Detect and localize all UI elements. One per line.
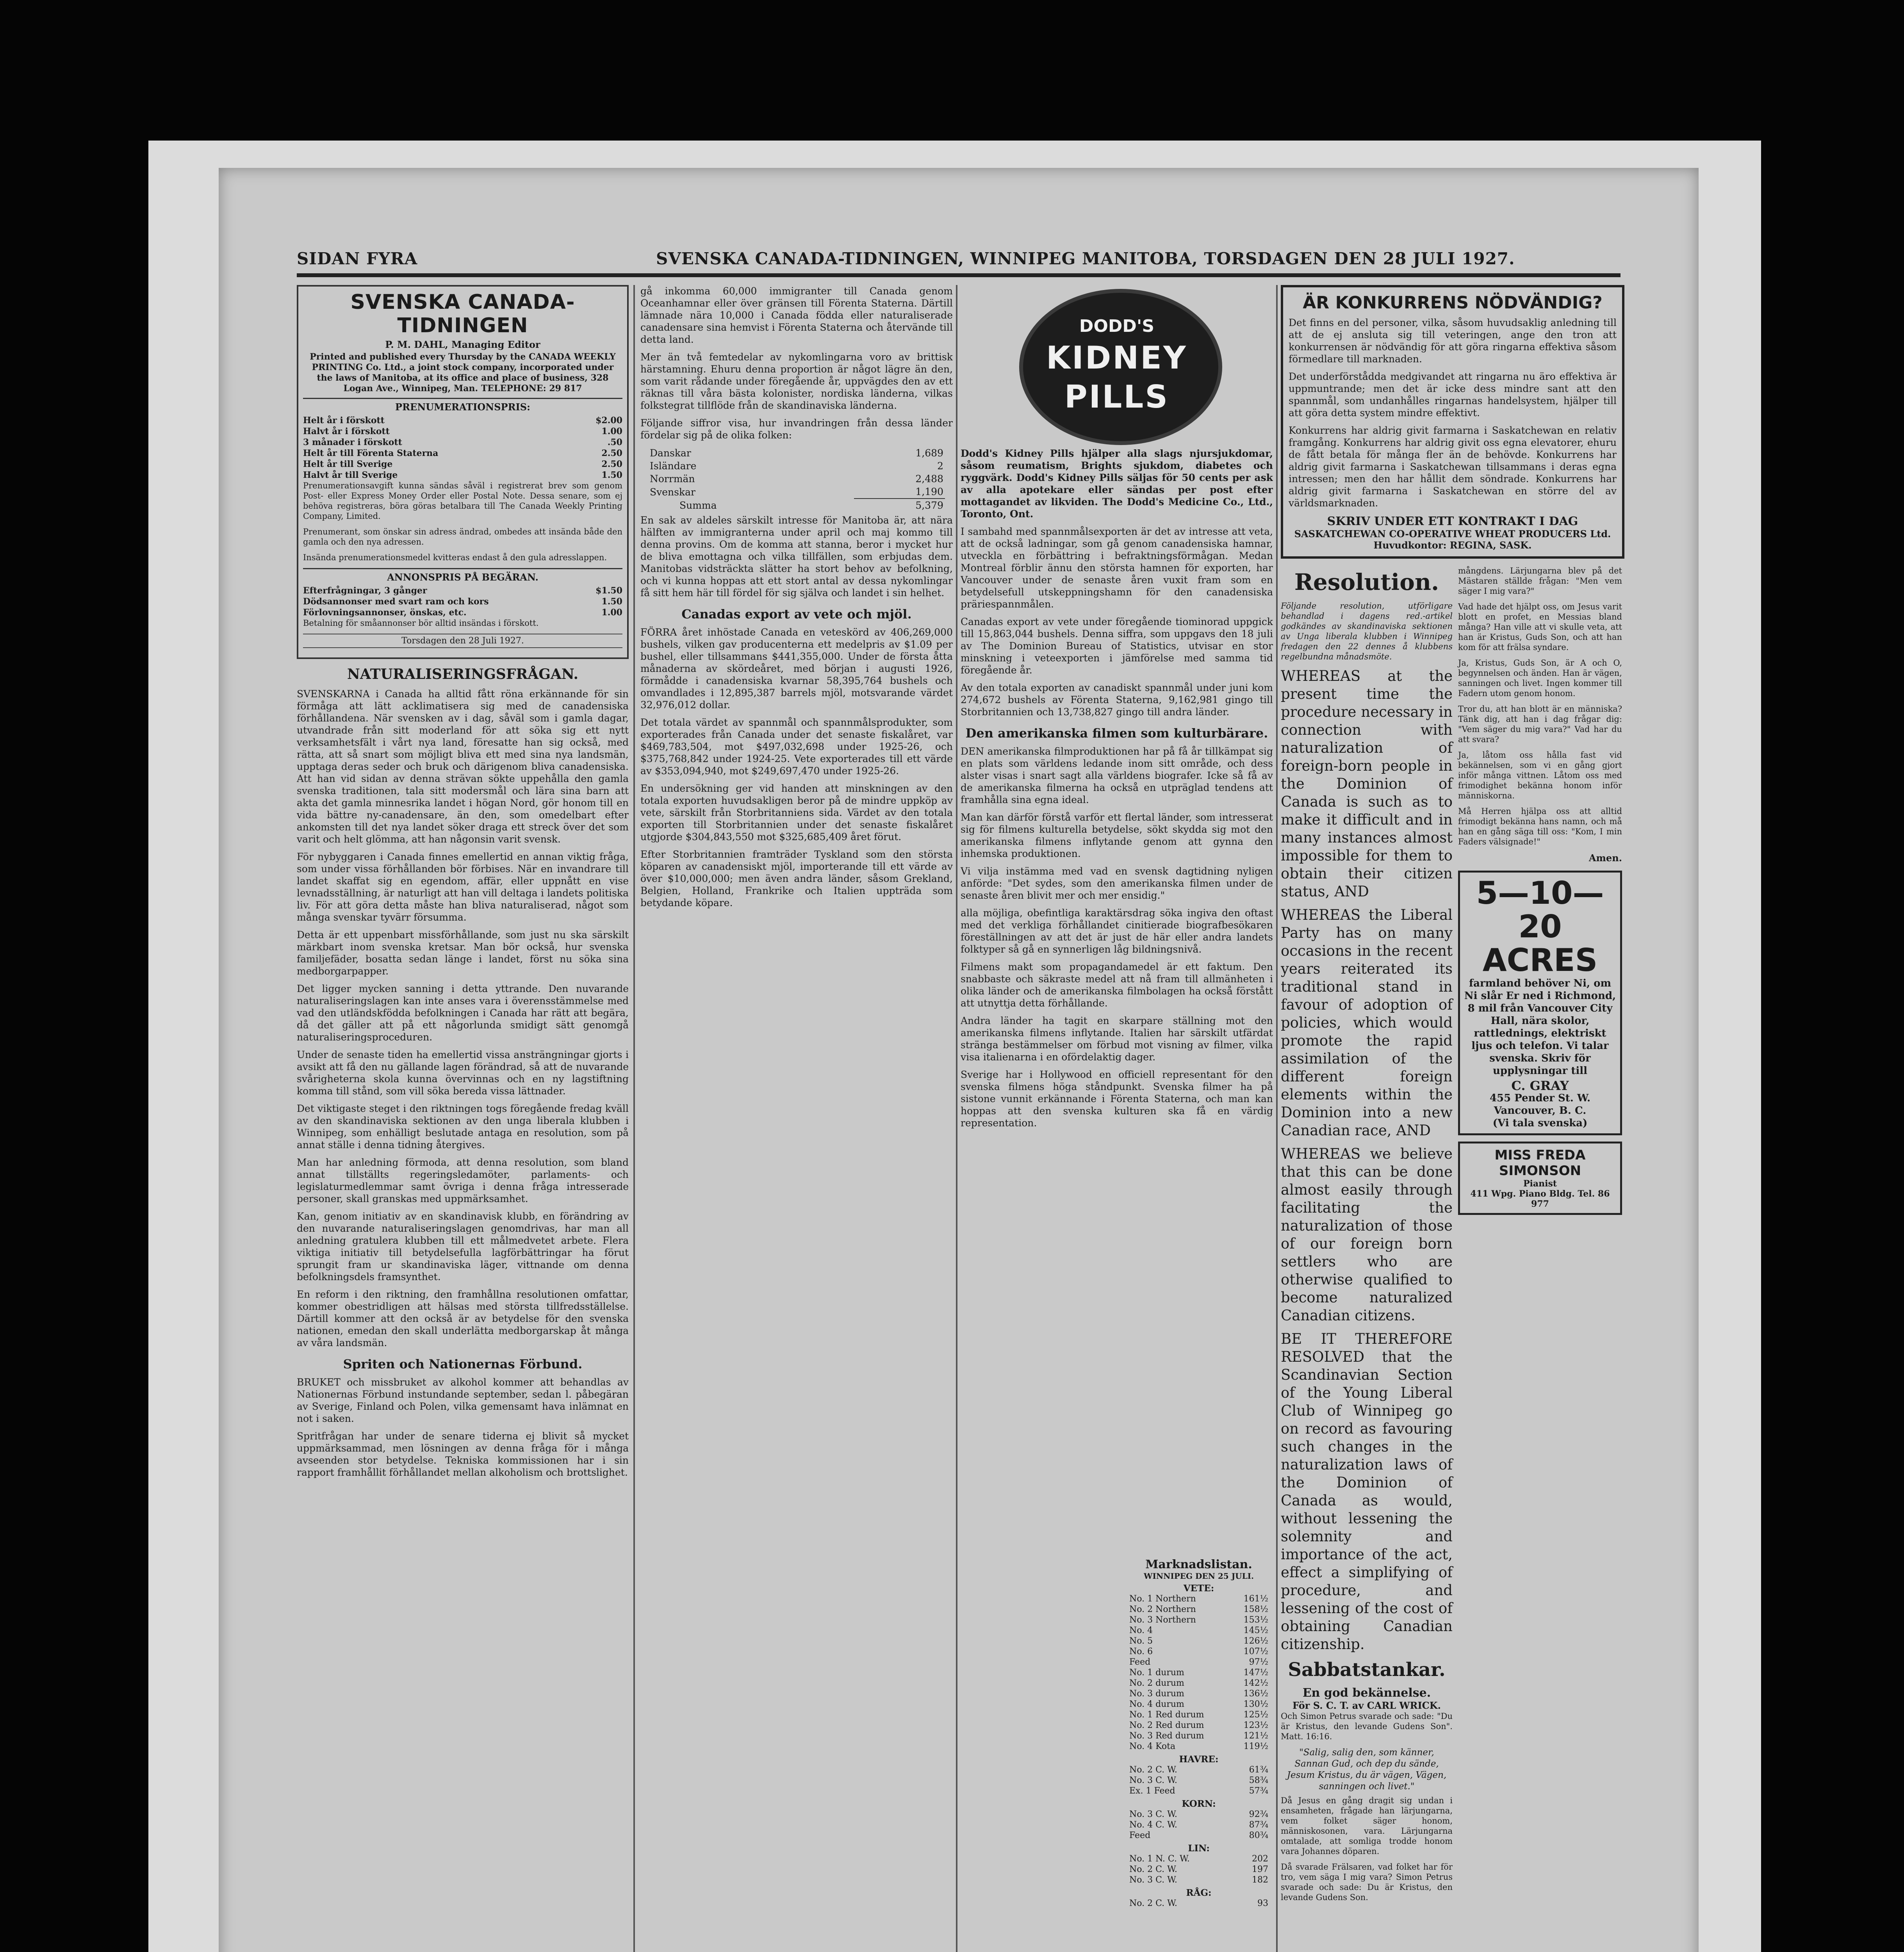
market-table bbox=[1128, 1898, 1269, 1909]
article-paragraph: Vi vilja instämma med vad en svensk dagtidning nyligen anförde: "Det sydes, som den amerikanska filmen under de senaste åren blivit mer och mer ensidig." bbox=[961, 866, 1273, 901]
article-paragraph: En reform i den riktning, den framhållna resolutionen omfattar, kommer obestridligen att hälsas med största tillfredsställelse. Därtill kommer att den också är av betydelse för den svenska nationen, emedan den skall underlätta medborgarskap åt många av våra landsmän. bbox=[297, 1289, 629, 1348]
market-date: WINNIPEG DEN 25 JULI. bbox=[1144, 1571, 1254, 1581]
page-label: SIDAN FYRA bbox=[297, 249, 418, 268]
resolution-intro: Följande resolution, utförligare behandlad i dagens red.-artikel godkändes av skandinaviska sektionen av Unga liberala klubben i Winnipeg fredagen den 22 dennes å klubbens regelbundna månadsmöte. bbox=[1281, 601, 1453, 661]
table-row: Isländare 2 bbox=[650, 460, 943, 472]
market-row: Feed 80¾ bbox=[1129, 1831, 1268, 1840]
newspaper-page bbox=[219, 168, 1699, 1952]
running-title: SVENSKA CANADA-TIDNINGEN, WINNIPEG MANITOBA, TORSDAGEN DEN 28 JULI 1927. bbox=[656, 249, 1515, 268]
article-paragraph: Vad hade det hjälpt oss, om Jesus varit blott en profet, en Messias bland många? Han ville att vi skulle veta, att han är Kristus, Guds Son, och att han kom för att frälsa syndare. bbox=[1458, 602, 1622, 652]
market-row: No. 5 126½ bbox=[1129, 1636, 1268, 1646]
subscription-row: 3 månader i förskott .50 bbox=[303, 437, 622, 447]
article-paragraph: Av den totala exporten av canadiskt spannmål under juni kom 274,672 bushels av Förenta Staterna, 9,162,981 gingo till Storbritannien och 13,738,827 gingo till andra länder. bbox=[961, 682, 1273, 718]
spriten-heading: Spriten och Nationernas Förbund. bbox=[343, 1357, 583, 1371]
issue-date: Torsdagen den 28 Juli 1927. bbox=[303, 634, 622, 648]
subscription-note: Prenumerationsavgift kunna sändas såväl i registrerat brev som genom Post- eller Express Money Order eller Postal Note. Dessa senare, som ej behöva registreras, böra göras betalbara till The Canada Weekly Printing Company, Limited. bbox=[303, 481, 622, 521]
subscription-row: Helt år i förskott $2.00 bbox=[303, 415, 622, 426]
article-paragraph: Filmens makt som propagandamedel är ett faktum. Den snabbaste och säkraste medel att nå fram till allmänheten i olika länder och de amerikanska filmbolagen ha också förstått att utnyttja detta förhållande. bbox=[961, 961, 1273, 1009]
sabbat-subheading: En god bekännelse. bbox=[1302, 1686, 1431, 1700]
article-paragraph: mångdens. Lärjungarna blev på det Mästaren ställde frågan: "Men vem säger I mig vara?" bbox=[1458, 566, 1622, 596]
subscription-row: Helt år till Sverige 2.50 bbox=[303, 459, 622, 469]
acres-text: farmland behöver Ni, om Ni slår Er ned i Richmond, 8 mil från Vancouver City Hall, nära skolor, rattlednings, elektriskt ljus och telefon. Vi talar svenska. Skriv för upplysningar till bbox=[1464, 978, 1616, 1077]
article-paragraph: alla möjliga, obefintliga karaktärsdrag söka ingiva den oftast med det verkliga förhållandet cinitierade biografbesökaren föreställningen av att det är just de här eller andra landets folktyper så gå en synnerligen låg bildningsnivå. bbox=[961, 907, 1273, 955]
masthead-publisher: Printed and published every Thursday by the CANADA WEEKLY PRINTING Co. Ltd., a joint stock company, incorporated under the laws of Manitoba, at its office and place of business, 328 Logan Ave., Winnipeg, Man. TELEPHONE: 29 817 bbox=[310, 352, 616, 394]
article-paragraph: Följande siffror visa, hur invandringen från dessa länder fördelar sig på de olika folken: bbox=[640, 417, 953, 441]
market-row: No. 3 durum 136½ bbox=[1129, 1689, 1268, 1699]
kidney-pills-tin-illustration: DODD'S KIDNEY PILLS bbox=[1007, 285, 1226, 441]
market-row: No. 1 Red durum 125½ bbox=[1129, 1710, 1268, 1720]
market-row: No. 2 C. W. 197 bbox=[1129, 1865, 1268, 1874]
running-head bbox=[297, 246, 1621, 277]
market-row: No. 3 Red durum 121½ bbox=[1129, 1731, 1268, 1741]
masthead-title: SVENSKA CANADA-TIDNINGEN bbox=[350, 290, 575, 337]
market-row: Feed 97½ bbox=[1129, 1657, 1268, 1667]
article-paragraph: En undersökning ger vid handen att minskningen av den totala exporten huvudsakligen beror på de mindre uppköp av vete, särskilt från Storbritanniens sida. Värdet av den totala exporten till Storbritannien under det senaste fiskalåret utgjorde $304,843,550 mot $325,685,409 året förut. bbox=[640, 783, 953, 842]
resolution-paragraph: BE IT THEREFORE RESOLVED that the Scandinavian Section of the Young Liberal Club of Winnipeg go on record as favouring such changes in the naturalization laws of the Dominion of Canada as would, without lessening the solemnity and importance of the act, effect a simplifying of procedure, and lessening of the cost of obtaining Canadian citizenship. bbox=[1281, 1330, 1453, 1653]
market-row: No. 3 C. W. 92¾ bbox=[1129, 1810, 1268, 1819]
article-paragraph: Det ligger mycken sanning i detta yttrande. Den nuvarande naturaliseringslagen kan inte anses vara i överensstämmelse med vad den utländskfödda befolkningen i Canada har rätt att begära, då det gäller att på ett någorlunda smidigt sätt genomgå naturaliseringsproceduren. bbox=[297, 983, 629, 1043]
pills-ad-text: Dodd's Kidney Pills hjälper alla slags njursjukdomar, såsom reumatism, Brights sjukdom, diabetes och ryggvärk. Dodd's Kidney Pills säljas för 50 cents per ask av alla apotekare eller sändas per post efter mottagandet av likviden. The Dodd's Medicine Co., Ltd., Toronto, Ont. bbox=[961, 448, 1273, 520]
column-rule bbox=[1276, 285, 1278, 1952]
simonson-addr: 411 Wpg. Piano Bldg. Tel. 86 977 bbox=[1470, 1189, 1610, 1209]
simonson-title: Pianist bbox=[1523, 1179, 1557, 1189]
article-paragraph: Då svarade Frälsaren, vad folket har för tro, vem säga I mig vara? Simon Petrus svarade och sade: Du är Kristus, den levande Gudens Son. bbox=[1281, 1862, 1453, 1902]
sabbat-quote: Och Simon Petrus svarade och sade: "Du är Kristus, den levande Gudens Son". Matt. 16:16. bbox=[1281, 1712, 1453, 1741]
market-row: No. 2 Northern 158½ bbox=[1129, 1605, 1268, 1614]
market-row: No. 2 durum 142½ bbox=[1129, 1678, 1268, 1688]
konkurrens-heading: ÄR KONKURRENS NÖDVÄNDIG? bbox=[1303, 293, 1603, 313]
article-paragraph: Spritfrågan har under de senare tiderna ej blivit så mycket uppmärksammad, men lösningen av denna fråga för i många avseenden stor betydelse. Tekniska kommissionen har i sin rapport framhållit förhållandet mellan alkoholism och brottslighet. bbox=[297, 1430, 629, 1478]
subscription-row: Halvt år till Sverige 1.50 bbox=[303, 470, 622, 480]
article-paragraph: Under de senaste tiden ha emellertid vissa ansträngningar gjorts i avsikt att få den nu gällande lagen förändrad, så att de nuvarande svårigheterna skola kunna övervinnas och en ny lagstiftning komma till stånd, som vill söka bereda vissa lättnader. bbox=[297, 1049, 629, 1097]
market-row: No. 2 Red durum 123½ bbox=[1129, 1720, 1268, 1730]
konkurrens-hq: Huvudkontor: REGINA, SASK. bbox=[1373, 540, 1532, 551]
film-heading: Den amerikanska filmen som kulturbärare. bbox=[965, 726, 1268, 741]
table-row: Danskar 1,689 bbox=[650, 447, 943, 459]
masthead-editor: P. M. DAHL, Managing Editor bbox=[385, 339, 540, 350]
article-paragraph: Det finns en del personer, vilka, såsom huvudsaklig anledning till att de ej ansluta sig till veteringen, ange den tron att konkurrensen är nödvändig för att göra ringarna effektiva såsom förmedlare till marknaden. bbox=[1289, 317, 1617, 365]
market-section: RÅG: bbox=[1186, 1888, 1212, 1898]
article-paragraph: Tror du, att han blott är en människa? Tänk dig, att han i dag frågar dig: "Vem säger du mig vara?" Vad har du att svara? bbox=[1458, 704, 1622, 744]
market-row: No. 1 N. C. W. 202 bbox=[1129, 1854, 1268, 1864]
konkurrens-ad bbox=[1281, 285, 1624, 559]
subscription-row: Halvt år i förskott 1.00 bbox=[303, 426, 622, 436]
market-row: No. 3 C. W. 58¾ bbox=[1129, 1776, 1268, 1785]
market-row: No. 1 durum 147½ bbox=[1129, 1668, 1268, 1678]
column-4 bbox=[1281, 285, 1624, 1952]
table-sum-row: Summa 5,379 bbox=[648, 499, 945, 512]
article-paragraph: Efter Storbritannien framträder Tyskland som den största köparen av canadensiskt mjöl, importerande till ett värde av över $10,000,000; men även andra länder, såsom Grekland, Belgien, Holland, Frankrike och Italien uppträda som betydande köpare. bbox=[640, 849, 953, 908]
export-heading: Canadas export av vete och mjöl. bbox=[681, 607, 912, 622]
renew-note: Prenumerant, som önskar sin adress ändrad, ombedes att insända både den gamla och den nya adressen. bbox=[303, 527, 622, 547]
subscription-row: Helt år till Förenta Staterna 2.50 bbox=[303, 448, 622, 458]
immigration-table bbox=[648, 447, 945, 512]
market-table bbox=[1128, 1594, 1269, 1752]
lower-columns bbox=[1281, 566, 1624, 1908]
article-paragraph: Då Jesus en gång dragit sig undan i ensamheten, frågade han lärjungarna, vem folket säger honom, människosonen, vara. Lärjungarna omtalade, att somliga trodde honom vara Johannes döparen. bbox=[1281, 1796, 1453, 1856]
article-paragraph: Det totala värdet av spannmål och spannmålsprodukter, som exporterades från Canada under det senaste fiskalåret, var $469,783,504, mot $497,032,698 under 1925-26, och $375,768,842 under 1924-25. Vete exporterades till ett värde av $353,094,940, mot $249,697,470 under 1925-26. bbox=[640, 717, 953, 777]
simonson-name: MISS FREDA SIMONSON bbox=[1494, 1147, 1586, 1179]
ad-price-row: Dödsannonser med svart ram och kors 1.50 bbox=[303, 597, 622, 607]
article-paragraph: Ja, Kristus, Guds Son, är A och O, begynnelsen och änden. Han är vägen, sanningen och livet. Ingen kommer till Fadern utom genom honom. bbox=[1458, 658, 1622, 698]
market-section: VETE: bbox=[1183, 1583, 1214, 1594]
article-paragraph: SVENSKARNA i Canada ha alltid fått röna erkännande för sin förmåga att lätt acklimatisera sig med de canadensiska förhållandena. När svensken av i dag, såväl som i gamla dagar, utvandrade från sitt moderland för att söka sig ett nytt verksamhetsfält i vårt nya land, föresatte han sig också, med rätta, att så snart som möjligt bliva ett med sina nya landsmän, upptaga deras seder och bruk och därigenom bliva canadensiska. Att han vid sidan av denna strävan sökte uppehålla den gamla svenska traditionen, tala sitt modersmål och lära sina barn att akta det gamla minnesrika landet i högan Nord, gör honom till en vida bättre ny-canadensare, än den, som omedelbart efter ankomsten till det nya landet söker draga ett streck över det som varit och helt glömma, att han någonsin varit svensk. bbox=[297, 688, 629, 845]
acres-headline: 5—10—20 ACRES bbox=[1476, 875, 1604, 978]
amen: Amen. bbox=[1588, 852, 1622, 864]
article-paragraph: Man har anledning förmoda, att denna resolution, som bland annat tillställts regeringsledamöter, parlaments- och legislaturmedlemmar samt övriga i denna fråga intresserade personer, skall granskas med uppmärksamhet. bbox=[297, 1157, 629, 1204]
article-paragraph: Må Herren hjälpa oss att alltid frimodigt bekänna hans namn, och må han en gång säga till oss: "Kom, I min Faders välsignade!" bbox=[1458, 807, 1622, 846]
article-paragraph: DEN amerikanska filmproduktionen har på få år tillkämpat sig en plats som världens ledande inom sitt område, och dess alster visas i snart sagt alla världens biografer. Icke så få av de amerikanska filmerna ha också en utpräglad tendens att framhålla sina egna ideal. bbox=[961, 746, 1273, 805]
table-row: Svenskar 1,190 bbox=[650, 486, 943, 498]
article-paragraph: För nybyggaren i Canada finnes emellertid en annan viktig fråga, som under vissa förhållanden bör förbises. När en invandrare till landet skaffat sig en egendom, affär, eller uppnått en vise levnadsställning, är naturligt att han vill deltaga i landets politiska liv. För att göra detta måste han bliva naturaliserad, något som många svenskar tyvärr försumma. bbox=[297, 851, 629, 923]
ad-price-row: Efterfrågningar, 3 gånger $1.50 bbox=[303, 586, 622, 596]
market-list bbox=[1128, 1558, 1269, 1952]
column-rule bbox=[956, 285, 957, 1952]
article-paragraph: Ja, låtom oss hålla fast vid bekännelsen, som vi en gång gjort inför många vittnen. Låtom oss med frimodighet bekänna honom inför människorna. bbox=[1458, 750, 1622, 800]
market-row: No. 4 durum 130½ bbox=[1129, 1699, 1268, 1709]
ad-price-heading: ANNONSPRIS PÅ BEGÄRAN. bbox=[303, 568, 622, 583]
market-row: No. 2 C. W. 93 bbox=[1129, 1899, 1268, 1908]
market-heading: Marknadslistan. bbox=[1145, 1558, 1252, 1571]
article-paragraph: FÖRRA året inhöstade Canada en veteskörd av 406,269,000 bushels, vilken gav producenterna ett medelpris av $1.09 per bushel, eller tillsammans $441,355,000. Under de första åtta månaderna av skördeåret, med början i augusti 1926, förmådde i canadensiska kvarnar 58,395,764 bushels och omvandlades i 12,895,387 barrels mjöl, motsvarande värdet 32,976,012 dollar. bbox=[640, 627, 953, 711]
ad-note: Betalning för småannonser bör alltid insändas i förskott. bbox=[303, 618, 539, 628]
resolution-paragraph: WHEREAS the Liberal Party has on many occasions in the recent years reiterated its traditional stand in favour of adoption of policies, which would promote the rapid assimilation of the different foreign elements within the Dominion into a new Canadian race, AND bbox=[1281, 907, 1453, 1139]
market-row: Ex. 1 Feed 57¾ bbox=[1129, 1786, 1268, 1796]
naturalisering-heading: NATURALISERINGSFRÅGAN. bbox=[347, 666, 579, 682]
market-row: No. 4 145½ bbox=[1129, 1626, 1268, 1635]
acres-ad bbox=[1458, 871, 1622, 1135]
resolution-column bbox=[1281, 566, 1453, 1908]
sabbat-author: För S. C. T. av CARL WRICK. bbox=[1293, 1700, 1441, 1711]
article-paragraph: Mer än två femtedelar av nykomlingarna voro av brittisk härstamning. Ehuru denna proportion är något lägre än den, som varit rådande under föregående år, uppvägdes den av ett räknas till våra bästa kolonister, nordiska länderna, vilkas folkstegrat tillflöde från de skandinaviska länderna. bbox=[640, 351, 953, 411]
receipt-note: Insända prenumerationsmedel kvitteras endast å den gula adresslappen. bbox=[303, 553, 607, 562]
article-paragraph: En sak av aldeles särskilt intresse för Manitoba är, att nära hälften av immigranterna under april och maj kommo till denna provins. Om de komma att stanna, beror i mycket hur de bliva emottagna och vilka tillfällen, som erbjudas dem. Manitobas vidsträckta slätter ha stort behov av befolkning, och vi kunna hoppas att ett stort antal av dessa nykomlingar få sitt hem här till fördel för sig själva och landet i sin helhet. bbox=[640, 515, 953, 598]
market-section: HAVRE: bbox=[1179, 1754, 1219, 1765]
resolution-paragraph: WHEREAS at the present time the procedure necessary in connection with naturalization of foreign-born people in the Dominion of Canada is such as to make it difficult and in many instances almost impossible for them to obtain their citizen status, AND bbox=[1281, 668, 1453, 900]
acres-addr: 455 Pender St. W. bbox=[1489, 1092, 1591, 1104]
acres-addr: (Vi tala svenska) bbox=[1492, 1117, 1588, 1129]
article-paragraph: BRUKET och missbruket av alkohol kommer att behandlas av Nationernas Förbund instundande september, sedan l. påbegäran av Sverige, Finland och Polen, vilka gemensamt hava inlämnat en not i saken. bbox=[297, 1377, 629, 1424]
article-paragraph: Sverige har i Hollywood en officiell representant för den svenska filmens höga ståndpunkt. Svenska filmer ha på sistone vunnit erkännande i Förenta Staterna, och man kan hoppas att den svenska kulturen ska få en värdig representation. bbox=[961, 1069, 1273, 1129]
article-paragraph: Andra länder ha tagit en skarpare ställning mot den amerikanska filmens inflytande. Italien har särskilt utfärdat stränga bestämmelser om förbud mot visning av filmer, vilka visa italienarna i en ofördelaktig dager. bbox=[961, 1015, 1273, 1063]
simonson-ad bbox=[1458, 1142, 1622, 1215]
article-paragraph: Konkurrens har aldrig givit farmarna i Saskatchewan en relativ framgång. Konkurrens har aldrig givit oss egna elevatorer, ehuru de fått betala för många fler än de behövde. Konkurrens har aldrig givit farmarna i Saskatchewan tillsammans i deras egna intressen; men den har hållit dem söndrade. Konkurrens har aldrig givit farmarna i Saskatchewan en större del av världsmarknaden. bbox=[1289, 425, 1617, 509]
market-table bbox=[1128, 1765, 1269, 1796]
market-row: No. 2 C. W. 61¾ bbox=[1129, 1765, 1268, 1775]
column-rule bbox=[633, 285, 635, 1952]
market-section: KORN: bbox=[1182, 1799, 1216, 1809]
column-2 bbox=[640, 285, 953, 1952]
article-paragraph: Man kan därför förstå varför ett flertal länder, som intresserat sig för filmens kulturella betydelse, sökt skydda sig mot den amerikanska filmens inflytande genom att gynna den inhemska produktionen. bbox=[961, 812, 1273, 859]
column-1 bbox=[297, 285, 629, 1952]
market-row: No. 3 Northern 153½ bbox=[1129, 1615, 1268, 1625]
article-paragraph: I sambahd med spannmålsexporten är det av intresse att veta, att de också ladningar, som gå genom canadensiska hamnar, utveckla en förbättring i befraktningsförmågan. Medan Montreal förblir ännu den största hamnen för exporten, har Vancouver under de senaste åren vuxit fram som en betydelsefull utskeppningshamn för den canadensiska präriespannmålen. bbox=[961, 526, 1273, 610]
market-row: No. 4 Kota 119½ bbox=[1129, 1742, 1268, 1751]
market-row: No. 6 107½ bbox=[1129, 1647, 1268, 1656]
article-paragraph: Det viktigaste steget i den riktningen togs föregående fredag kväll av den skandinaviska sektionen av den unga liberala klubben i Winnipeg, som enhälligt beslutade antaga en resolution, som på annat ställe i denna tidning återgives. bbox=[297, 1103, 629, 1151]
article-paragraph: Canadas export av vete under föregående tiominorad uppgick till 15,863,044 bushels. Denna siffra, som uppgavs den 18 juli av The Dominion Bureau of Statistics, utvisar en stor minskning i veteexporten i jämförelse med samma tid föregående år. bbox=[961, 616, 1273, 676]
ad-price-row: Förlovningsannonser, önskas, etc. 1.00 bbox=[303, 607, 622, 618]
subscription-heading: PRENUMERATIONSPRIS: bbox=[303, 398, 622, 413]
sabbat-continued-column bbox=[1458, 566, 1622, 1908]
table-row: Norrmän 2,488 bbox=[650, 473, 943, 484]
sabbat-poem: "Salig, salig den, som känner, Sannan Gud, och dep du sände, Jesum Kristus, du är vägen, Vägen, sanningen och livet." bbox=[1287, 1747, 1447, 1792]
resolution-paragraph: WHEREAS we believe that this can be done almost easily through facilitating the naturalization of those of our foreign born settlers who are otherwise qualified to become naturalized Canadian citizens. bbox=[1281, 1145, 1453, 1324]
market-row: No. 3 C. W. 182 bbox=[1129, 1875, 1268, 1885]
konkurrens-org: SASKATCHEWAN CO-OPERATIVE WHEAT PRODUCERS Ltd. bbox=[1294, 528, 1611, 540]
market-row: No. 1 Northern 161½ bbox=[1129, 1594, 1268, 1604]
article-paragraph: Kan, genom initiativ av en skandinavisk klubb, en förändring av den nuvarande naturaliseringslagen genomdrivas, har man all anledning gratulera klubben till ett målmedvetet arbete. Flera viktiga initiativ till betydelsefulla lagförbättringar ha förut sprungit fram ur skandinaviska läger, vittnande om denna befolkningsdels framsynthet. bbox=[297, 1211, 629, 1282]
article-paragraph: Detta är ett uppenbart missförhållande, som just nu ska särskilt märkbart inom svenska kretsar. Man bör också, hur svenska familjefäder, bosatta sedan länge i landet, först nu söka sina medborgarpapper. bbox=[297, 929, 629, 977]
resolution-heading: Resolution. bbox=[1294, 569, 1439, 595]
sabbat-heading: Sabbatstankar. bbox=[1288, 1659, 1446, 1681]
masthead bbox=[297, 285, 629, 659]
acres-addr: Vancouver, B. C. bbox=[1494, 1105, 1587, 1117]
article-paragraph: Det underförstådda medgivandet att ringarna nu äro effektiva är uppmuntrande; men det är icke dess mindre sant att den spannmål, som undanhålles ringarnas handelsystem, hjälper till att göra detta system mindre effektivt. bbox=[1289, 371, 1617, 419]
konkurrens-cta: SKRIV UNDER ETT KONTRAKT I DAG bbox=[1327, 515, 1578, 528]
market-row: No. 4 C. W. 87¾ bbox=[1129, 1820, 1268, 1830]
market-table bbox=[1128, 1854, 1269, 1885]
market-table bbox=[1128, 1809, 1269, 1841]
market-section: LIN: bbox=[1188, 1843, 1210, 1854]
acres-name: C. GRAY bbox=[1511, 1078, 1569, 1093]
article-paragraph: gå inkomma 60,000 immigranter till Canada genom Oceanhamnar eller över gränsen till Förenta Staterna. Därtill lämnade nära 10,000 i Canada födda eller naturaliserade canadensare sina hemvist i Förenta Staterna och återvände till detta land. bbox=[640, 285, 953, 345]
